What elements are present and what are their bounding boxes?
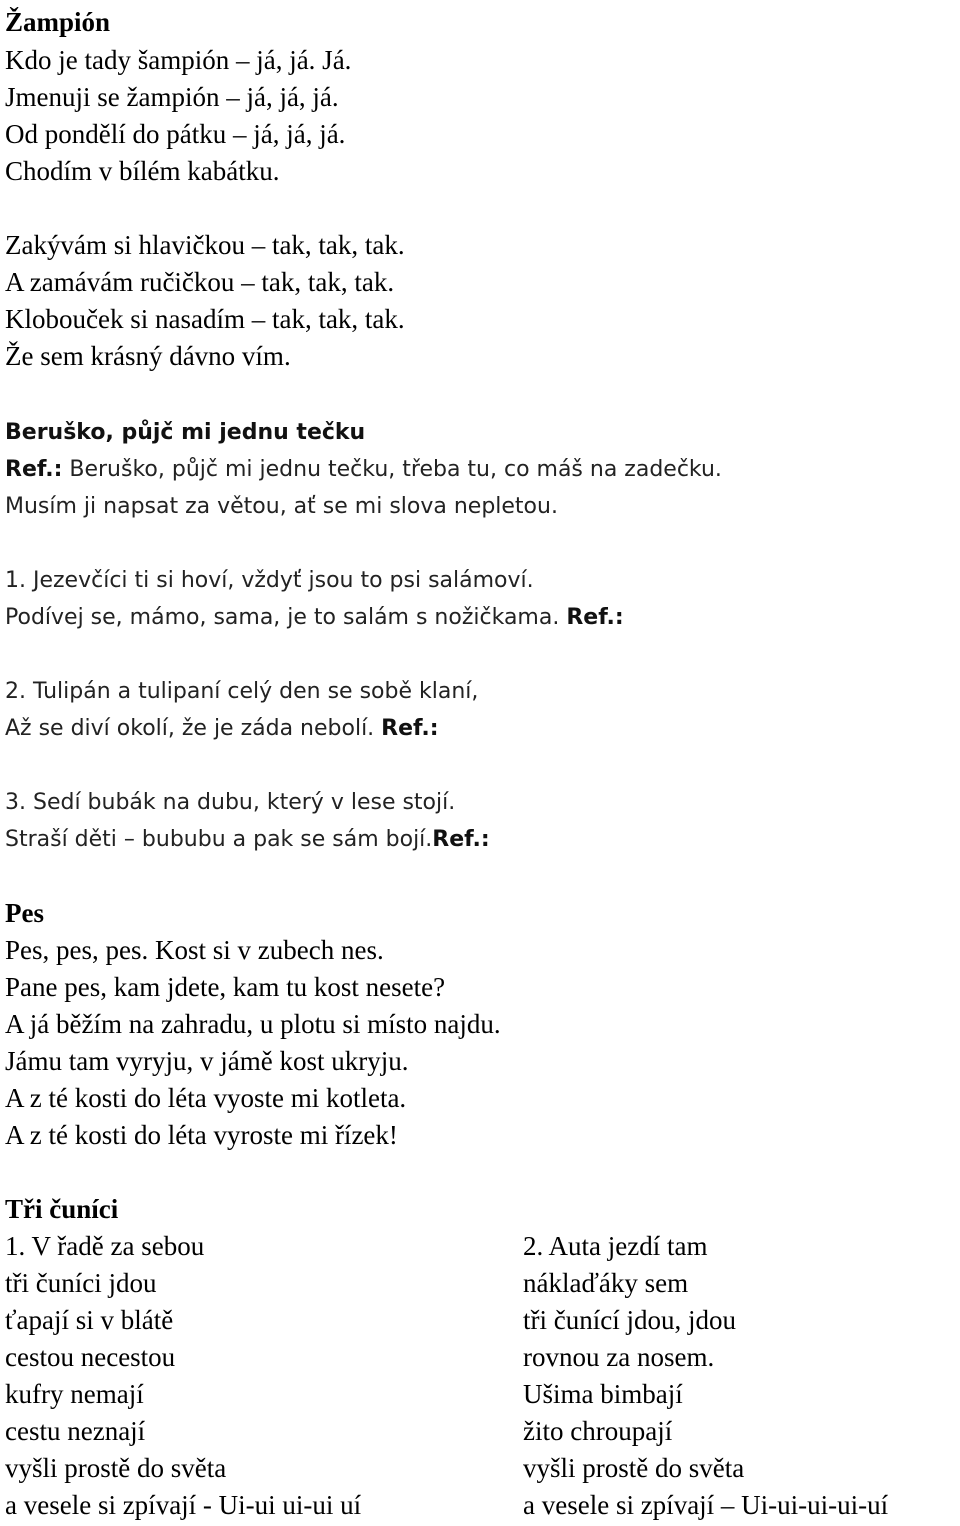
verse-text: Až se diví okolí, že je záda nebolí. <box>5 716 382 741</box>
song-title-tri-cunici: Tři čuníci <box>5 1194 119 1224</box>
verse-line: 2. Tulipán a tulipaní celý den se sobě klaní, <box>5 679 479 704</box>
lyric-line-right: 2. Auta jezdí tam <box>523 1231 708 1261</box>
lyric-line: Jmenuji se žampión – já, já, já. <box>5 82 339 112</box>
lyric-line: A já běžím na zahradu, u plotu si místo najdu. <box>5 1009 501 1039</box>
lyric-line: A z té kosti do léta vyroste mi řízek! <box>5 1120 398 1150</box>
refrain-marker: Ref.: <box>432 827 490 852</box>
song-title-berusko: Beruško, půjč mi jednu tečku <box>5 420 366 445</box>
refrain-line <box>5 451 722 488</box>
lyric-line-left: 1. V řadě za sebou <box>5 1231 205 1261</box>
lyric-line-right: vyšli prostě do světa <box>523 1453 745 1483</box>
lyric-line: Zakývám si hlavičkou – tak, tak, tak. <box>5 230 405 260</box>
refrain-marker: Ref.: <box>566 605 624 630</box>
lyric-line-left: vyšli prostě do světa <box>5 1453 227 1483</box>
refrain-text: Beruško, půjč mi jednu tečku, třeba tu, co máš na zadečku. <box>62 457 722 482</box>
lyric-line: Chodím v bílém kabátku. <box>5 156 280 186</box>
verse-text: Podívej se, mámo, sama, je to salám s nožičkama. <box>5 605 567 630</box>
lyric-line-right: a vesele si zpívají – Ui-ui-ui-ui-uí <box>523 1490 889 1520</box>
lyric-line-right: Ušima bimbají <box>523 1379 683 1409</box>
lyric-line: Pes, pes, pes. Kost si v zubech nes. <box>5 935 384 965</box>
verse-line: 1. Jezevčíci ti si hoví, vždyť jsou to psi salámoví. <box>5 568 534 593</box>
lyric-line: Pane pes, kam jdete, kam tu kost nesete? <box>5 972 446 1002</box>
lyric-line-right: rovnou za nosem. <box>523 1342 715 1372</box>
verse-line: 3. Sedí bubák na dubu, který v lese stojí. <box>5 790 456 815</box>
song-title-pes: Pes <box>5 898 44 928</box>
lyric-line: Klobouček si nasadím – tak, tak, tak. <box>5 304 405 334</box>
lyric-line-left: kufry nemají <box>5 1379 144 1409</box>
lyric-line: A zamávám ručičkou – tak, tak, tak. <box>5 267 395 297</box>
lyric-line-left: cestu neznají <box>5 1416 146 1446</box>
lyric-line-left: ťapají si v blátě <box>5 1305 174 1335</box>
lyric-line-right: tři čunící jdou, jdou <box>523 1305 736 1335</box>
lyric-line-left: a vesele si zpívají - Ui-ui ui-ui uí <box>5 1490 362 1520</box>
lyric-line-right: žito chroupají <box>523 1416 673 1446</box>
verse-line <box>5 821 490 858</box>
verse-text: Straší děti – bububu a pak se sám bojí. <box>5 827 433 852</box>
verse-line <box>5 599 624 636</box>
lyric-line-left: cestou necestou <box>5 1342 176 1372</box>
lyric-line-left: tři čuníci jdou <box>5 1268 157 1298</box>
lyric-line: A z té kosti do léta vyoste mi kotleta. <box>5 1083 407 1113</box>
lyric-line: Od pondělí do pátku – já, já, já. <box>5 119 346 149</box>
song-title-zampion: Žampión <box>5 7 111 37</box>
lyric-line-right: náklaďáky sem <box>523 1268 689 1298</box>
lyric-line: Že sem krásný dávno vím. <box>5 341 291 371</box>
lyric-line: Kdo je tady šampión – já, já. Já. <box>5 45 352 75</box>
refrain-line: Musím ji napsat za větou, ať se mi slova nepletou. <box>5 494 558 519</box>
refrain-marker: Ref.: <box>381 716 439 741</box>
lyric-line: Jámu tam vyryju, v jámě kost ukryju. <box>5 1046 409 1076</box>
refrain-label: Ref.: <box>5 457 63 482</box>
verse-line <box>5 710 439 747</box>
